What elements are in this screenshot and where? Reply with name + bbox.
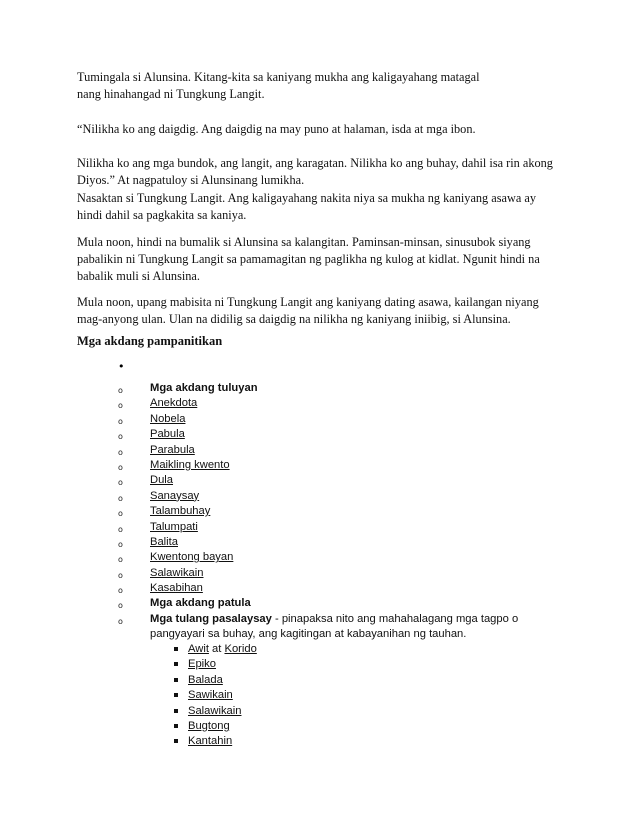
- poem-type-link[interactable]: Balada: [188, 673, 223, 686]
- poem-type-link[interactable]: Epiko: [188, 658, 216, 671]
- poem-type-link[interactable]: Salawikain: [188, 704, 242, 717]
- sublist-item: [174, 673, 474, 688]
- genre-link[interactable]: Parabula: [150, 443, 195, 456]
- list-item: [118, 443, 568, 458]
- poem-type-link[interactable]: Awit: [188, 643, 209, 655]
- paragraph-line: Nasaktan si Tungkung Langit. Ang kaligayahang nakita niya sa mukha ng kaniyang asawa ay: [77, 191, 536, 205]
- circle-bullet-icon: o: [118, 478, 123, 488]
- genre-link[interactable]: Maikling kwento: [150, 458, 230, 471]
- paragraph: [77, 69, 577, 103]
- poem-type-link[interactable]: Bugtong: [188, 719, 230, 732]
- square-bullet-icon: [174, 709, 178, 713]
- category-label: Mga akdang patula: [150, 597, 251, 610]
- poem-type-link[interactable]: Kantahin: [188, 735, 233, 748]
- list-item: [118, 412, 568, 427]
- genre-link[interactable]: Sanaysay: [150, 489, 200, 502]
- joiner-text: at: [208, 643, 225, 655]
- poetry-sublist: [174, 642, 474, 750]
- list-item-narrative-poems: [118, 612, 568, 643]
- circle-bullet-icon: o: [118, 462, 123, 472]
- literature-list: [118, 381, 568, 643]
- list-item: [118, 396, 568, 411]
- circle-bullet-icon: o: [118, 524, 123, 534]
- paragraph-line: Mula noon, hindi na bumalik si Alunsina sa kalangitan. Paminsan-minsan, sinusubok siyang: [77, 235, 531, 249]
- genre-link[interactable]: Nobela: [150, 412, 186, 425]
- genre-link[interactable]: Balita: [150, 535, 178, 548]
- category-label: Mga akdang tuluyan: [150, 382, 258, 394]
- paragraph: [77, 155, 577, 189]
- paragraph: [77, 190, 577, 224]
- paragraph-line: babalik muli si Alunsina.: [77, 269, 200, 283]
- circle-bullet-icon: o: [118, 416, 123, 426]
- paragraph: [77, 234, 577, 285]
- square-bullet-icon: [174, 647, 178, 651]
- circle-bullet-icon: o: [118, 570, 123, 580]
- paragraph-line: pabalikin ni Tungkung Langit sa pamamagitan ng paglikha ng kulog at kidlat. Ngunit hindi na: [77, 252, 540, 266]
- paragraph-line: nang hinahangad ni Tungkung Langit.: [77, 87, 265, 101]
- sublist-item: [174, 642, 474, 657]
- paragraph-line: Diyos.” At nagpatuloy si Alunsinang lumikha.: [77, 173, 305, 187]
- list-item: [118, 458, 568, 473]
- square-bullet-icon: [174, 739, 178, 743]
- list-item: [118, 550, 568, 565]
- paragraph-line: hindi dahil sa pagkakita sa kaniya.: [77, 208, 247, 222]
- circle-bullet-icon: o: [118, 493, 123, 503]
- square-bullet-icon: [174, 678, 178, 682]
- list-item: [118, 504, 568, 519]
- paragraph-line: “Nilikha ko ang daigdig. Ang daigdig na may puno at halaman, isda at mga ibon.: [77, 122, 476, 136]
- genre-link[interactable]: Anekdota: [150, 397, 198, 410]
- paragraph: [77, 121, 577, 138]
- sublist-item: [174, 657, 474, 672]
- genre-link[interactable]: Talambuhay: [150, 505, 211, 518]
- genre-link[interactable]: Kwentong bayan: [150, 551, 234, 564]
- sublist-item: [174, 719, 474, 734]
- list-item: [118, 566, 568, 581]
- circle-bullet-icon: o: [118, 601, 123, 611]
- sublist-item: [174, 704, 474, 719]
- circle-bullet-icon: o: [118, 539, 123, 549]
- poem-type-link[interactable]: Korido: [224, 643, 257, 655]
- circle-bullet-icon: o: [118, 509, 123, 519]
- circle-bullet-icon: o: [118, 447, 123, 457]
- circle-bullet-icon: o: [118, 555, 123, 565]
- category-label: Mga tulang pasalaysay: [150, 612, 272, 625]
- poem-type-link[interactable]: Sawikain: [188, 689, 233, 702]
- category-description: - pinapaksa nito ang mahahalagang mga tagpo o pangyayari sa buhay, ang kagitingan at kabayanihan ng tauhan.: [150, 612, 519, 640]
- section-heading: Mga akdang pampanitikan: [77, 334, 223, 348]
- square-bullet-icon: [174, 724, 178, 728]
- sublist-item: [174, 734, 474, 749]
- list-item: [118, 520, 568, 535]
- circle-bullet-icon: o: [118, 401, 123, 411]
- genre-link[interactable]: Talumpati: [150, 520, 198, 533]
- paragraph-line: Nilikha ko ang mga bundok, ang langit, ang karagatan. Nilikha ko ang buhay, dahil isa rin akong: [77, 156, 553, 170]
- paragraph-line: Mula noon, upang mabisita ni Tungkung Langit ang kaniyang dating asawa, kailangan niyang: [77, 295, 539, 309]
- circle-bullet-icon: o: [118, 616, 123, 626]
- list-item: [118, 581, 568, 596]
- circle-bullet-icon: o: [118, 586, 123, 596]
- list-item: [118, 596, 568, 611]
- paragraph: [77, 294, 577, 328]
- genre-link[interactable]: Pabula: [150, 428, 185, 441]
- paragraph-line: mag-anyong ulan. Ulan na didilig sa daigdig na nilikha ng kaniyang iniibig, si Alunsina.: [77, 312, 511, 326]
- paragraph-line: Tumingala si Alunsina. Kitang-kita sa kaniyang mukha ang kaligayahang matagal: [77, 70, 480, 84]
- genre-link[interactable]: Kasabihan: [150, 582, 203, 595]
- list-item: [118, 489, 568, 504]
- genre-link[interactable]: Dula: [150, 474, 174, 487]
- list-item: [118, 535, 568, 550]
- sublist-item: [174, 688, 474, 703]
- square-bullet-icon: [174, 662, 178, 666]
- circle-bullet-icon: o: [118, 386, 123, 395]
- list-item: [118, 381, 568, 396]
- circle-bullet-icon: o: [118, 432, 123, 442]
- square-bullet-icon: [174, 693, 178, 697]
- list-item: [118, 473, 568, 488]
- genre-link[interactable]: Salawikain: [150, 566, 204, 579]
- list-item: [118, 427, 568, 442]
- empty-list-bullet: •: [118, 360, 125, 373]
